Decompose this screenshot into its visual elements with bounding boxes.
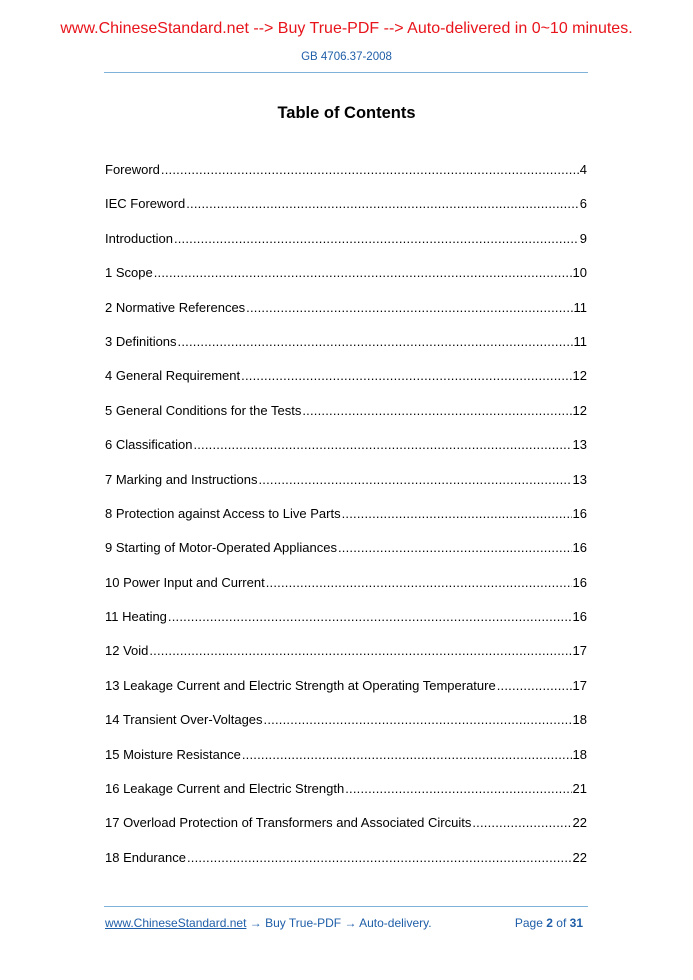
standard-code: GB 4706.37-2008 [301, 51, 392, 63]
toc-entry[interactable] [105, 366, 587, 400]
toc-entry-page: 12 [572, 368, 587, 384]
toc-dot-leader [178, 332, 573, 352]
toc-entry-label: 12 Void [105, 643, 149, 659]
page-total: 31 [569, 916, 583, 930]
toc-entry[interactable] [105, 401, 587, 435]
toc-entry-label: 8 Protection against Access to Live Parts [105, 505, 341, 521]
toc-entry-page: 16 [572, 609, 587, 625]
toc-entry[interactable] [105, 710, 587, 744]
toc-entry-label: Introduction [105, 230, 173, 246]
toc-dot-leader [174, 229, 579, 249]
toc-entry[interactable] [105, 641, 587, 675]
toc-entry-label: 3 Definitions [105, 333, 177, 349]
footer-link[interactable]: www.ChineseStandard.net [105, 916, 247, 930]
toc-entry-label: 16 Leakage Current and Electric Strength [105, 781, 345, 797]
toc-entry-page: 13 [572, 471, 587, 487]
toc-entry-label: 15 Moisture Resistance [105, 746, 241, 762]
toc-entry-page: 16 [572, 505, 587, 521]
toc-entry[interactable] [105, 745, 587, 779]
toc-entry-page: 11 [573, 299, 587, 315]
toc-entry[interactable] [105, 435, 587, 469]
footer-promo [105, 916, 432, 930]
toc-entry[interactable] [105, 298, 587, 332]
toc-entry-label: 17 Overload Protection of Transformers and Associated Circuits [105, 815, 472, 831]
footer-divider [104, 906, 588, 907]
page-current: 2 [546, 916, 553, 930]
toc-entry-page: 21 [572, 781, 587, 797]
toc-dot-leader [338, 538, 572, 558]
toc-dot-leader [497, 676, 572, 696]
toc-dot-leader [345, 779, 571, 799]
toc-entry[interactable] [105, 779, 587, 813]
toc-entry-page: 18 [572, 746, 587, 762]
toc-entry-page: 18 [572, 712, 587, 728]
toc-entry-label: 6 Classification [105, 437, 193, 453]
toc-entry-page: 22 [572, 815, 587, 831]
toc-dot-leader [472, 813, 571, 833]
toc-dot-leader [193, 435, 571, 455]
footer-tagline: → Buy True-PDF → Auto-delivery. [246, 916, 432, 930]
toc-entry-label: 13 Leakage Current and Electric Strength at Operating Temperature [105, 677, 496, 693]
toc-entry-page: 16 [572, 540, 587, 556]
toc-dot-leader [241, 366, 571, 386]
toc-entry-label: 18 Endurance [105, 849, 186, 865]
toc-entry-label: Foreword [105, 162, 160, 177]
toc-dot-leader [342, 504, 572, 524]
toc-entry[interactable] [105, 160, 587, 194]
toc-entry-label: 5 General Conditions for the Tests [105, 402, 302, 418]
toc-entry-label: 9 Starting of Motor-Operated Appliances [105, 540, 337, 556]
toc-dot-leader [246, 298, 572, 318]
toc-entry[interactable] [105, 504, 587, 538]
toc-dot-leader [168, 607, 572, 627]
toc-entry[interactable] [105, 813, 587, 847]
toc-entry-label: 1 Scope [105, 265, 153, 281]
toc-entry-page: 6 [579, 196, 587, 212]
toc-dot-leader [186, 194, 579, 214]
toc-dot-leader [242, 745, 572, 765]
toc-dot-leader [302, 401, 571, 421]
toc-entry[interactable] [105, 229, 587, 263]
toc-entry-page: 17 [572, 643, 587, 659]
page-of: of [556, 916, 567, 930]
header-divider [104, 72, 588, 73]
toc-entry-label: 4 General Requirement [105, 368, 241, 384]
toc-entry[interactable] [105, 607, 587, 641]
toc-dot-leader [258, 470, 571, 490]
toc-dot-leader [149, 641, 571, 661]
toc-dot-leader [266, 573, 572, 593]
toc-entry-label: 7 Marking and Instructions [105, 471, 258, 487]
toc-entry[interactable] [105, 470, 587, 504]
toc-entry-page: 10 [572, 265, 587, 281]
toc-entry-label: 10 Power Input and Current [105, 574, 265, 590]
page-indicator [515, 916, 583, 930]
toc-entry[interactable] [105, 332, 587, 366]
toc-entry-page: 13 [572, 437, 587, 453]
header-banner[interactable]: www.ChineseStandard.net --> Buy True-PDF --> Auto-delivered in 0~10 minutes. [60, 20, 633, 37]
toc-entry-page: 16 [572, 574, 587, 590]
table-of-contents [105, 160, 587, 882]
toc-entry-page: 4 [579, 162, 587, 177]
toc-entry-page: 12 [572, 402, 587, 418]
toc-entry-label: 14 Transient Over-Voltages [105, 712, 263, 728]
toc-entry-page: 11 [573, 333, 587, 349]
toc-title: Table of Contents [277, 104, 416, 122]
toc-dot-leader [264, 710, 572, 730]
toc-entry[interactable] [105, 194, 587, 228]
toc-entry-page: 22 [572, 849, 587, 865]
toc-entry[interactable] [105, 848, 587, 882]
toc-entry[interactable] [105, 573, 587, 607]
toc-entry[interactable] [105, 676, 587, 710]
toc-entry-page: 17 [572, 677, 587, 693]
toc-entry[interactable] [105, 263, 587, 297]
toc-entry-label: 2 Normative References [105, 299, 246, 315]
page-prefix: Page [514, 916, 543, 930]
toc-dot-leader [161, 160, 579, 180]
toc-dot-leader [187, 848, 572, 868]
toc-dot-leader [154, 263, 572, 283]
toc-entry-page: 9 [579, 230, 587, 246]
toc-entry-label: 11 Heating [105, 609, 167, 625]
toc-entry[interactable] [105, 538, 587, 572]
toc-entry-label: IEC Foreword [105, 196, 186, 212]
